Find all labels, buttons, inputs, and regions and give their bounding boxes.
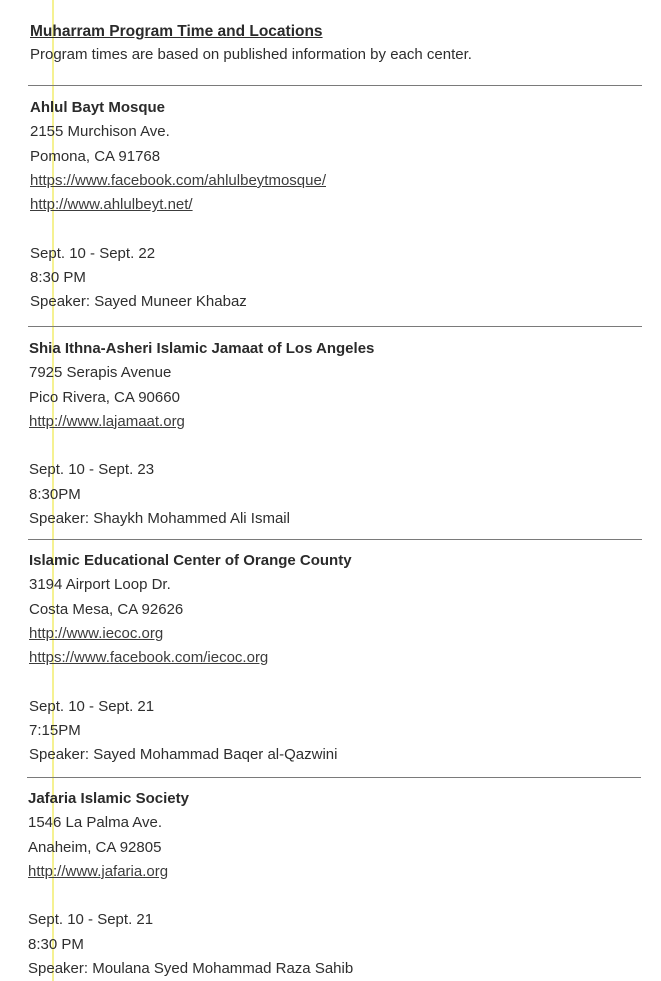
program-dates: Sept. 10 - Sept. 22	[30, 244, 156, 262]
center-iecoc	[29, 549, 649, 768]
center-address-street: 7925 Serapis Avenue	[29, 364, 172, 382]
program-dates: Sept. 10 - Sept. 21	[29, 697, 155, 715]
program-speaker: Speaker: Sayed Muneer Khabaz	[30, 293, 247, 311]
center-address-street: 2155 Murchison Ave.	[30, 123, 170, 141]
page-subtitle: Program times are based on published information by each center.	[30, 46, 472, 63]
section-divider	[28, 326, 642, 327]
program-dates: Sept. 10 - Sept. 23	[29, 461, 155, 479]
center-name: Shia Ithna-Asheri Islamic Jamaat of Los Angeles	[29, 340, 375, 357]
program-time: 7:15PM	[29, 722, 81, 740]
center-website-link[interactable]: http://www.lajamaat.org	[29, 412, 185, 430]
center-name: Islamic Educational Center of Orange County	[29, 552, 352, 569]
center-website-link[interactable]: http://www.iecoc.org	[29, 624, 164, 642]
center-name: Ahlul Bayt Mosque	[30, 99, 166, 116]
center-address-city: Costa Mesa, CA 92626	[29, 600, 184, 618]
program-time: 8:30 PM	[30, 269, 86, 287]
section-divider	[28, 539, 642, 540]
center-ahlul-bayt	[30, 96, 650, 315]
program-time: 8:30PM	[29, 485, 81, 503]
page-title: Muharram Program Time and Locations	[30, 23, 323, 40]
center-address-street: 3194 Airport Loop Dr.	[29, 576, 171, 594]
section-divider	[27, 777, 641, 778]
document-header	[30, 21, 650, 67]
center-facebook-link[interactable]: https://www.facebook.com/ahlulbeytmosque/	[30, 171, 326, 189]
center-address-city: Anaheim, CA 92805	[28, 838, 162, 856]
center-facebook-link[interactable]: https://www.facebook.com/iecoc.org	[29, 649, 269, 667]
center-name: Jafaria Islamic Society	[28, 790, 189, 807]
center-jafaria	[28, 787, 648, 981]
center-address-city: Pico Rivera, CA 90660	[29, 388, 180, 406]
center-website-link[interactable]: http://www.jafaria.org	[28, 862, 169, 880]
center-address-city: Pomona, CA 91768	[30, 147, 161, 165]
center-siij-los-angeles	[29, 337, 649, 531]
center-address-street: 1546 La Palma Ave.	[28, 814, 162, 832]
program-speaker: Speaker: Moulana Syed Mohammad Raza Sahib	[28, 960, 354, 978]
program-time: 8:30 PM	[28, 935, 84, 953]
program-dates: Sept. 10 - Sept. 21	[28, 911, 154, 929]
center-website-link[interactable]: http://www.ahlulbeyt.net/	[30, 196, 193, 214]
program-speaker: Speaker: Shaykh Mohammed Ali Ismail	[29, 510, 290, 528]
section-divider	[28, 85, 642, 86]
program-speaker: Speaker: Sayed Mohammad Baqer al-Qazwini	[29, 746, 338, 764]
